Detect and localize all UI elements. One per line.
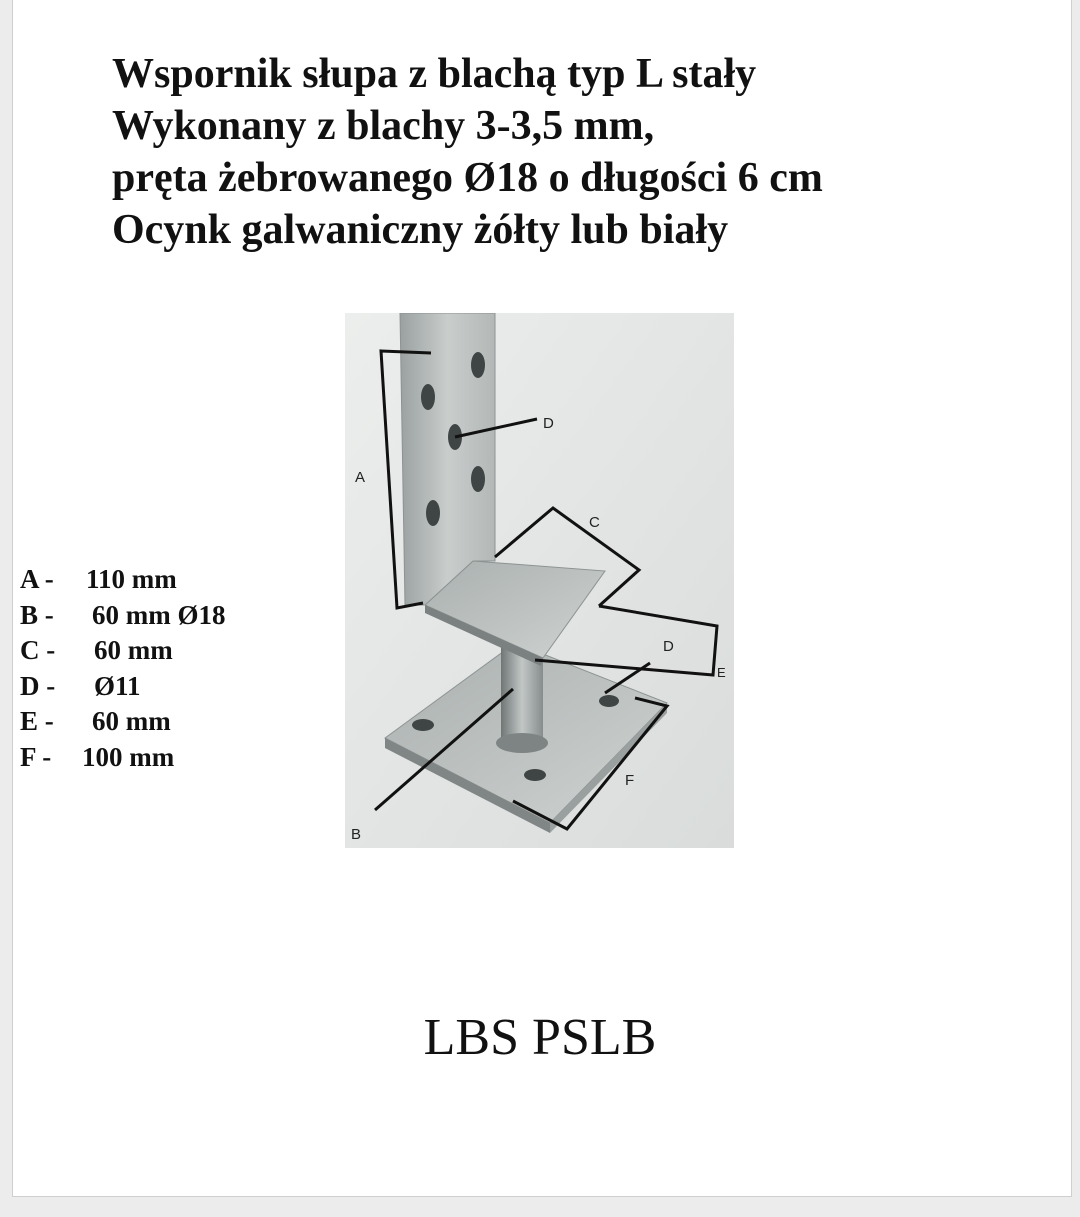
- title-line-2: Wykonany z blachy 3-3,5 mm,: [112, 103, 655, 149]
- dimension-value: 60 mm Ø18: [92, 599, 226, 630]
- plate-hole-icon: [471, 466, 485, 492]
- dimension-key: D -: [20, 670, 56, 701]
- dimension-value: 110 mm: [86, 564, 177, 594]
- label-c: C: [589, 514, 600, 531]
- product-code: LBS PSLB: [423, 1009, 657, 1066]
- vertical-plate: [400, 313, 495, 605]
- plate-hole-icon: [524, 769, 546, 781]
- title-line-1: Wspornik słupa z blachą typ L stały: [112, 51, 757, 97]
- dimension-value: 100 mm: [82, 741, 175, 772]
- plate-hole-icon: [421, 384, 435, 410]
- dimension-value: 60 mm: [94, 635, 173, 666]
- title-line-3: pręta żebrowanego Ø18 o długości 6 cm: [112, 155, 823, 201]
- dimension-key: E -: [20, 706, 54, 737]
- label-d-lower: D: [663, 638, 674, 655]
- plate-hole-icon: [412, 719, 434, 731]
- plate-hole-icon: [599, 695, 619, 707]
- dimension-key: F -: [20, 741, 52, 772]
- label-a: A: [355, 469, 366, 486]
- label-b: B: [351, 826, 362, 843]
- bracket-photo: [345, 313, 734, 848]
- plate-hole-icon: [471, 352, 485, 378]
- label-d-upper: D: [543, 415, 554, 432]
- title-line-4: Ocynk galwaniczny żółty lub biały: [112, 207, 729, 253]
- plate-hole-icon: [426, 500, 440, 526]
- label-f: F: [625, 772, 635, 789]
- dimension-key: B -: [20, 599, 54, 630]
- dimension-key: C -: [20, 635, 56, 666]
- label-e: E: [717, 665, 726, 680]
- dimension-key: A -: [20, 564, 54, 594]
- dimension-value: Ø11: [94, 670, 141, 701]
- product-description: [112, 48, 823, 256]
- dimension-value: 60 mm: [92, 706, 171, 737]
